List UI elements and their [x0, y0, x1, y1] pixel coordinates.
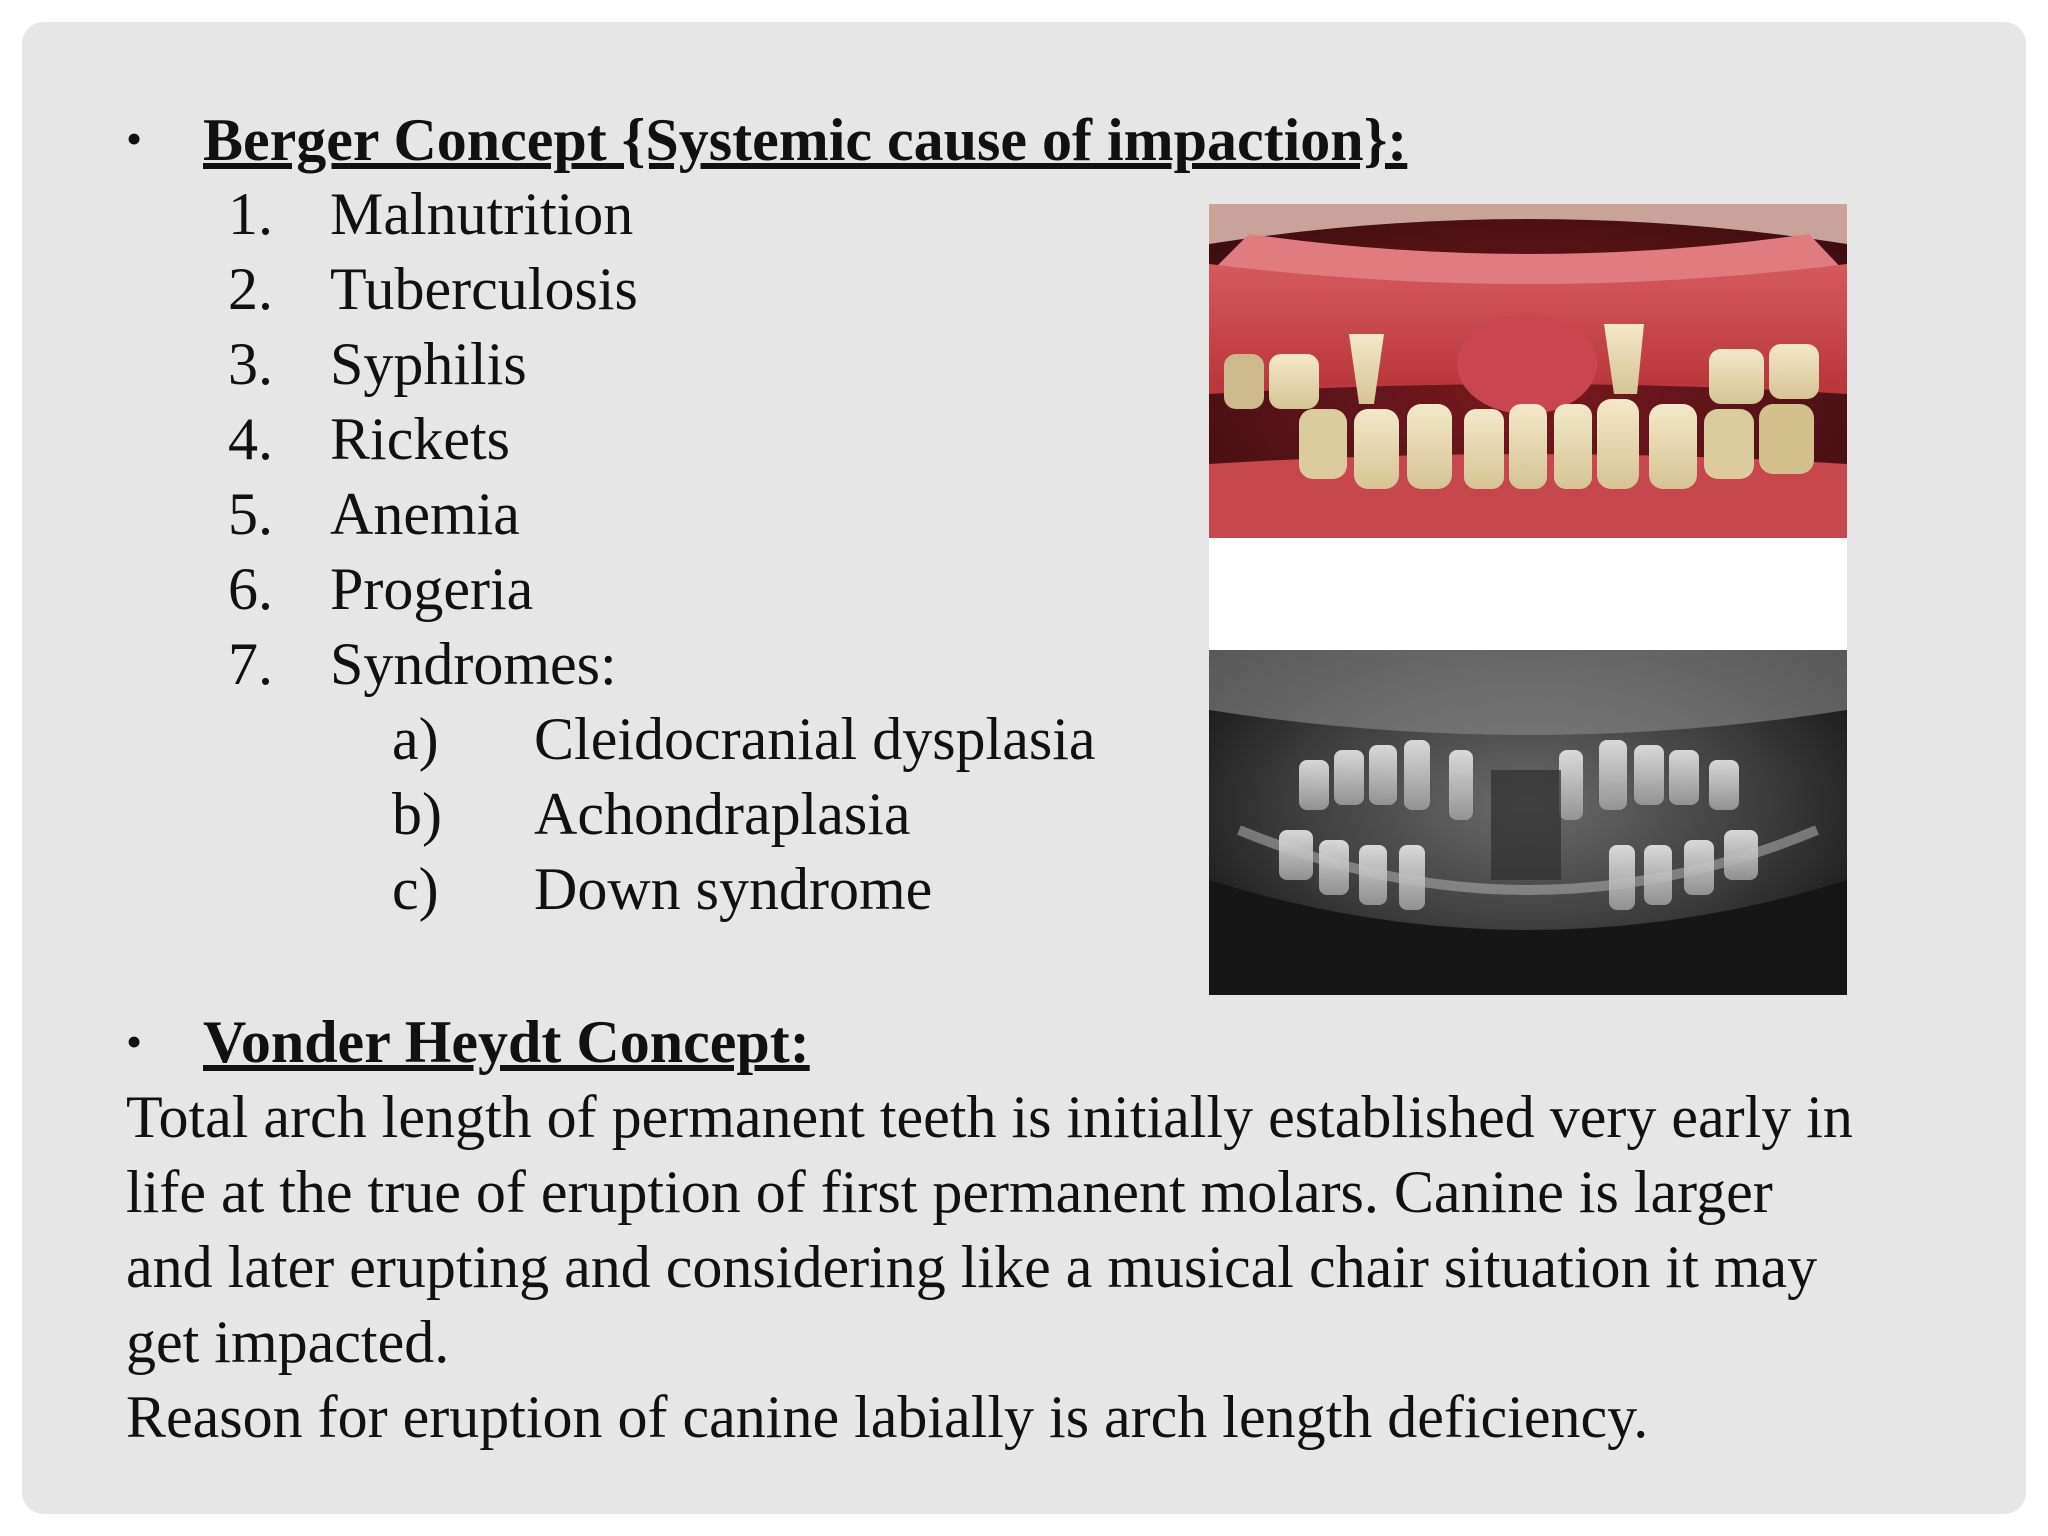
paragraph-line: and later erupting and considering like a musical chair situation it may — [126, 1234, 1818, 1300]
paragraph-line: get impacted. — [126, 1309, 450, 1375]
sublist-letter: c) — [392, 856, 439, 922]
bullet-vonder: • — [126, 1016, 143, 1067]
list-item: Progeria — [330, 556, 534, 622]
image-separator — [1209, 538, 1847, 650]
sublist-letter: b) — [392, 781, 442, 847]
bullet-berger: • — [126, 113, 143, 164]
list-number: 3. — [228, 331, 273, 397]
list-number: 2. — [228, 256, 273, 322]
sublist-item: Down syndrome — [534, 856, 933, 922]
list-item: Anemia — [330, 481, 520, 547]
list-number: 4. — [228, 406, 273, 472]
sublist-letter: a) — [392, 706, 439, 772]
list-number: 1. — [228, 181, 273, 247]
vonder-heading: Vonder Heydt Concept: — [203, 1009, 810, 1075]
paragraph-line: Reason for eruption of canine labially is arch length deficiency. — [126, 1384, 1649, 1450]
list-item: Syphilis — [330, 331, 527, 397]
sublist-item: Cleidocranial dysplasia — [534, 706, 1096, 772]
berger-heading: Berger Concept {Systemic cause of impaction}: — [203, 107, 1408, 173]
intraoral-photo — [1209, 204, 1847, 538]
paragraph-line: life at the true of eruption of first permanent molars. Canine is larger — [126, 1159, 1773, 1225]
list-item: Malnutrition — [330, 181, 634, 247]
sublist-item: Achondraplasia — [534, 781, 911, 847]
list-item: Rickets — [330, 406, 510, 472]
panoramic-xray — [1209, 650, 1847, 995]
paragraph-line: Total arch length of permanent teeth is initially established very early in — [126, 1084, 1853, 1150]
list-item: Syndromes: — [330, 631, 617, 697]
list-number: 6. — [228, 556, 273, 622]
list-number: 5. — [228, 481, 273, 547]
list-number: 7. — [228, 631, 273, 697]
list-item: Tuberculosis — [330, 256, 638, 322]
